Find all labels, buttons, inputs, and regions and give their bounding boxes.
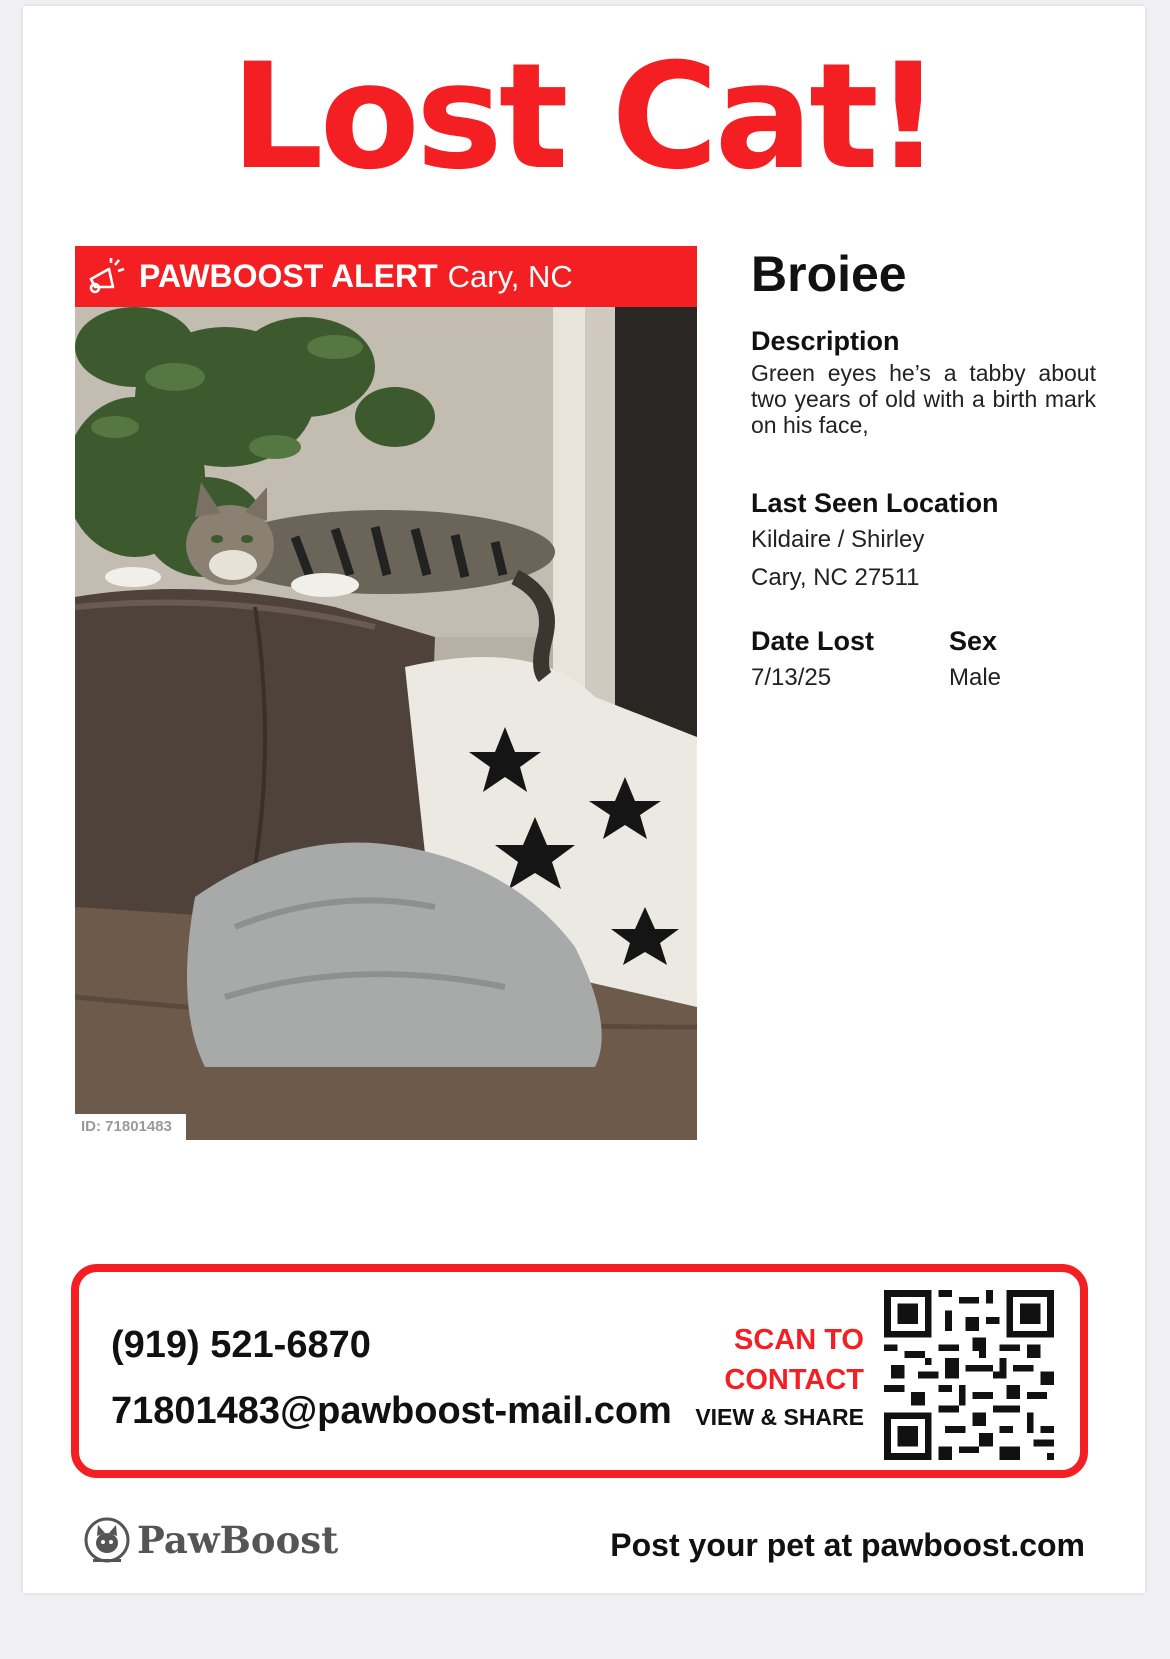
photo-id-tag: ID: 71801483 bbox=[75, 1114, 186, 1140]
qr-code-icon[interactable] bbox=[884, 1290, 1054, 1460]
scan-to-contact bbox=[695, 1320, 864, 1434]
pawboost-logo-icon bbox=[83, 1516, 131, 1564]
cat-photo-illustration bbox=[75, 307, 697, 1140]
lost-pet-flyer bbox=[23, 6, 1145, 1593]
date-lost-label: Date Lost bbox=[751, 626, 875, 656]
last-seen-label: Last Seen Location bbox=[751, 488, 999, 518]
scan-line-2: CONTACT bbox=[724, 1364, 864, 1396]
alert-title: PAWBOOST ALERT bbox=[139, 258, 438, 294]
pawboost-logo bbox=[83, 1516, 338, 1564]
contact-email[interactable]: 71801483@pawboost-mail.com bbox=[111, 1390, 672, 1432]
megaphone-icon bbox=[85, 257, 125, 297]
scan-line-1: SCAN TO bbox=[734, 1324, 864, 1356]
flyer-title: Lost Cat! bbox=[230, 32, 938, 202]
pawboost-logo-text: PawBoost bbox=[137, 1518, 339, 1562]
photo-panel bbox=[75, 246, 697, 1140]
alert-bar bbox=[75, 246, 697, 307]
footer-post-link[interactable]: Post your pet at pawboost.com bbox=[610, 1527, 1085, 1563]
pet-name: Broiee bbox=[751, 246, 907, 302]
sex-block bbox=[949, 624, 1001, 692]
sex-value: Male bbox=[949, 664, 1002, 691]
last-seen-line1: Kildaire / Shirley bbox=[751, 526, 925, 553]
alert-location: Cary, NC bbox=[447, 258, 573, 294]
date-lost-value: 7/13/25 bbox=[751, 664, 832, 691]
description-label: Description bbox=[751, 326, 900, 356]
contact-phone[interactable]: (919) 521-6870 bbox=[111, 1324, 371, 1366]
view-share-label: VIEW & SHARE bbox=[695, 1404, 864, 1430]
pet-info bbox=[751, 244, 1096, 692]
cat-photo bbox=[75, 307, 697, 1140]
contact-box bbox=[71, 1264, 1088, 1478]
date-sex-row bbox=[751, 624, 1096, 692]
description-text: Green eyes he’s a tabby about two years of old with a birth mark on his face, bbox=[751, 360, 1096, 438]
date-lost-block bbox=[751, 624, 949, 692]
sex-label: Sex bbox=[949, 626, 998, 656]
last-seen-line2: Cary, NC 27511 bbox=[751, 564, 920, 591]
